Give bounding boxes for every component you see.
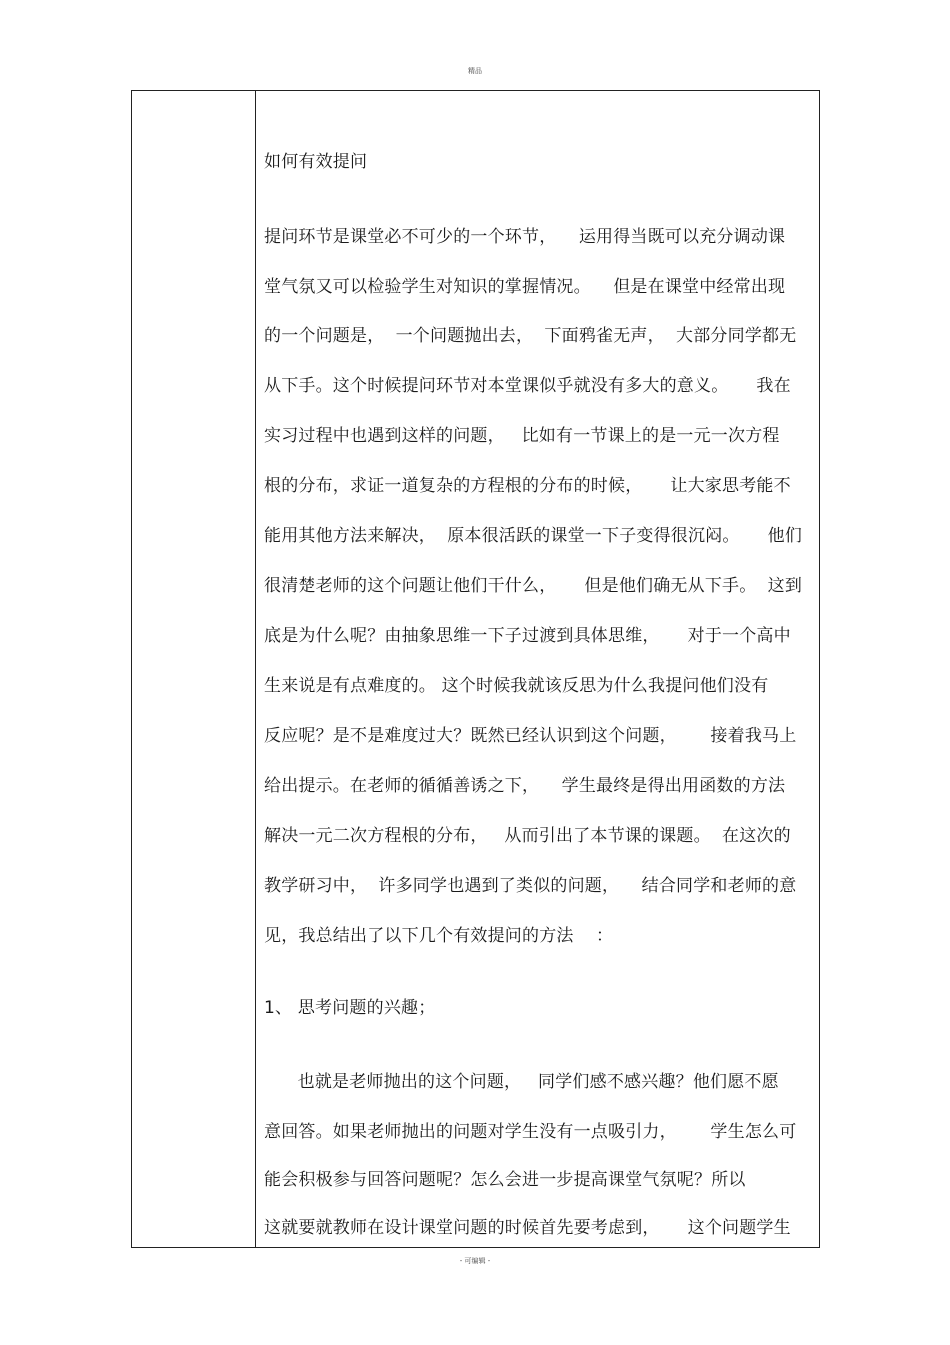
paragraph-line: 这就要就教师在设计课堂问题的时候首先要考虑到， 这个问题学生 xyxy=(264,1218,791,1238)
paragraph-line: 反应呢？是不是难度过大？既然已经认识到这个问题， 接着我马上 xyxy=(264,726,797,746)
paragraph-line: 生来说是有点难度的。 这个时候我就该反思为什么我提问他们没有 xyxy=(264,676,769,696)
header-mark: 精品 xyxy=(468,67,482,75)
footer-mark: - 可编辑 - xyxy=(459,1257,491,1265)
paragraph-line: 根的分布，求证一道复杂的方程根的分布的时候， 让大家思考能不 xyxy=(264,476,791,496)
paragraph-line: 见，我总结出了以下几个有效提问的方法 ： xyxy=(264,926,614,946)
paragraph-line: 从下手。这个时候提问环节对本堂课似乎就没有多大的意义。 我在 xyxy=(264,376,791,396)
document-title: 如何有效提问 xyxy=(264,152,368,172)
paragraph-line: 也就是老师抛出的这个问题， 同学们感不感兴趣？他们愿不愿 xyxy=(264,1072,779,1092)
paragraph-line: 提问环节是课堂必不可少的一个环节， 运用得当既可以充分调动课 xyxy=(264,227,786,247)
paragraph-line: 能用其他方法来解决， 原本很活跃的课堂一下子变得很沉闷。 他们 xyxy=(264,526,803,546)
paragraph-line: 教学研习中， 许多同学也遇到了类似的问题， 结合同学和老师的意 xyxy=(264,876,797,896)
paragraph-line: 解决一元二次方程根的分布， 从而引出了本节课的课题。 在这次的 xyxy=(264,826,791,846)
paragraph-line: 意回答。如果老师抛出的问题对学生没有一点吸引力， 学生怎么可 xyxy=(264,1122,797,1142)
paragraph-line: 的一个问题是， 一个问题抛出去， 下面鸦雀无声， 大部分同学都无 xyxy=(264,326,797,346)
table-column-divider xyxy=(255,90,256,1248)
section-heading: 1、 思考问题的兴趣； xyxy=(264,998,436,1018)
paragraph-line: 很清楚老师的这个问题让他们干什么， 但是他们确无从下手。 这到 xyxy=(264,576,803,596)
paragraph-line: 底是为什么呢？由抽象思维一下子过渡到具体思维， 对于一个高中 xyxy=(264,626,791,646)
paragraph-line: 实习过程中也遇到这样的问题， 比如有一节课上的是一元一次方程 xyxy=(264,426,780,446)
paragraph-line: 能会积极参与回答问题呢？怎么会进一步提高课堂气氛呢？所以 xyxy=(264,1170,746,1190)
paragraph-line: 给出提示。在老师的循循善诱之下， 学生最终是得出用函数的方法 xyxy=(264,776,786,796)
paragraph-line: 堂气氛又可以检验学生对知识的掌握情况。 但是在课堂中经常出现 xyxy=(264,277,786,297)
